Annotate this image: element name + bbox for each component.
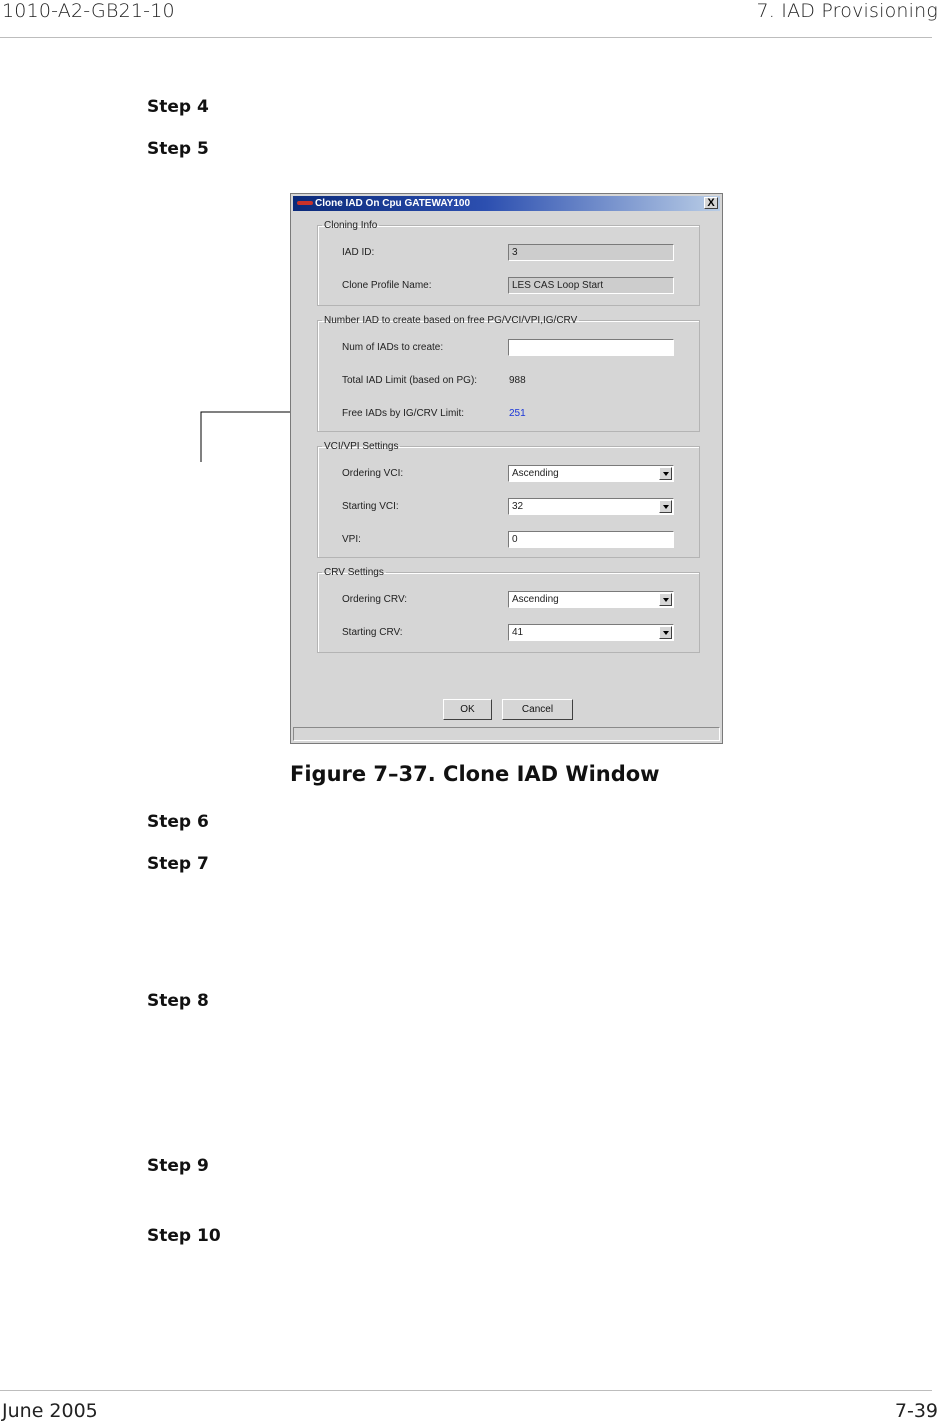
starting-crv-value: 41 [512, 627, 524, 638]
clone-iad-window [290, 193, 723, 744]
num-iads-input[interactable] [508, 339, 674, 356]
step-9: Step 9 [147, 1156, 209, 1176]
ordering-crv-value: Ascending [512, 594, 559, 605]
vpi-label: VPI: [342, 534, 361, 545]
cloning-info-legend: Cloning Info [324, 220, 378, 231]
step-6: Step 6 [147, 812, 209, 832]
footer-date: June 2005 [2, 1400, 98, 1422]
cancel-button[interactable]: Cancel [502, 699, 573, 720]
vpi-input[interactable]: 0 [508, 531, 674, 548]
title-bar[interactable] [293, 196, 720, 211]
number-iad-legend: Number IAD to create based on free PG/VCI/VPI,IG/CRV [324, 315, 578, 326]
total-iad-limit-label: Total IAD Limit (based on PG): [342, 375, 478, 386]
app-icon [297, 201, 313, 205]
starting-vci-value: 32 [512, 501, 524, 512]
step-8: Step 8 [147, 991, 209, 1011]
page-number: 7-39 [894, 1400, 938, 1422]
step-5: Step 5 [147, 139, 209, 159]
ordering-vci-label: Ordering VCI: [342, 468, 404, 479]
ordering-vci-value: Ascending [512, 468, 559, 479]
doc-number: 1010-A2-GB21-10 [2, 0, 175, 22]
close-button[interactable]: X [704, 197, 718, 209]
iad-id-field: 3 [508, 244, 674, 261]
footer-rule [0, 1390, 932, 1391]
ordering-crv-label: Ordering CRV: [342, 594, 408, 605]
chevron-down-icon[interactable] [659, 467, 672, 480]
step-10: Step 10 [147, 1226, 221, 1246]
section-title: 7. IAD Provisioning [756, 0, 938, 22]
chevron-down-icon[interactable] [659, 626, 672, 639]
total-iad-limit-value: 988 [509, 375, 526, 386]
clone-profile-field: LES CAS Loop Start [508, 277, 674, 294]
step-4: Step 4 [147, 97, 209, 117]
chevron-down-icon[interactable] [659, 593, 672, 606]
step-7: Step 7 [147, 854, 209, 874]
crv-settings-legend: CRV Settings [324, 567, 384, 578]
ok-button[interactable]: OK [443, 699, 492, 720]
clone-profile-label: Clone Profile Name: [342, 280, 432, 291]
iad-id-label: IAD ID: [342, 247, 375, 258]
window-title: Clone IAD On Cpu GATEWAY100 [315, 198, 471, 209]
ordering-vci-select[interactable] [508, 465, 674, 482]
ordering-crv-select[interactable] [508, 591, 674, 608]
figure-caption: Figure 7–37. Clone IAD Window [290, 762, 660, 786]
status-bar [293, 727, 720, 741]
free-iads-value: 251 [509, 408, 526, 419]
starting-vci-label: Starting VCI: [342, 501, 399, 512]
num-iads-label: Num of IADs to create: [342, 342, 444, 353]
starting-vci-select[interactable] [508, 498, 674, 515]
vci-vpi-legend: VCI/VPI Settings [324, 441, 399, 452]
starting-crv-label: Starting CRV: [342, 627, 403, 638]
starting-crv-select[interactable] [508, 624, 674, 641]
free-iads-label: Free IADs by IG/CRV Limit: [342, 408, 465, 419]
chevron-down-icon[interactable] [659, 500, 672, 513]
header-rule [0, 37, 932, 38]
